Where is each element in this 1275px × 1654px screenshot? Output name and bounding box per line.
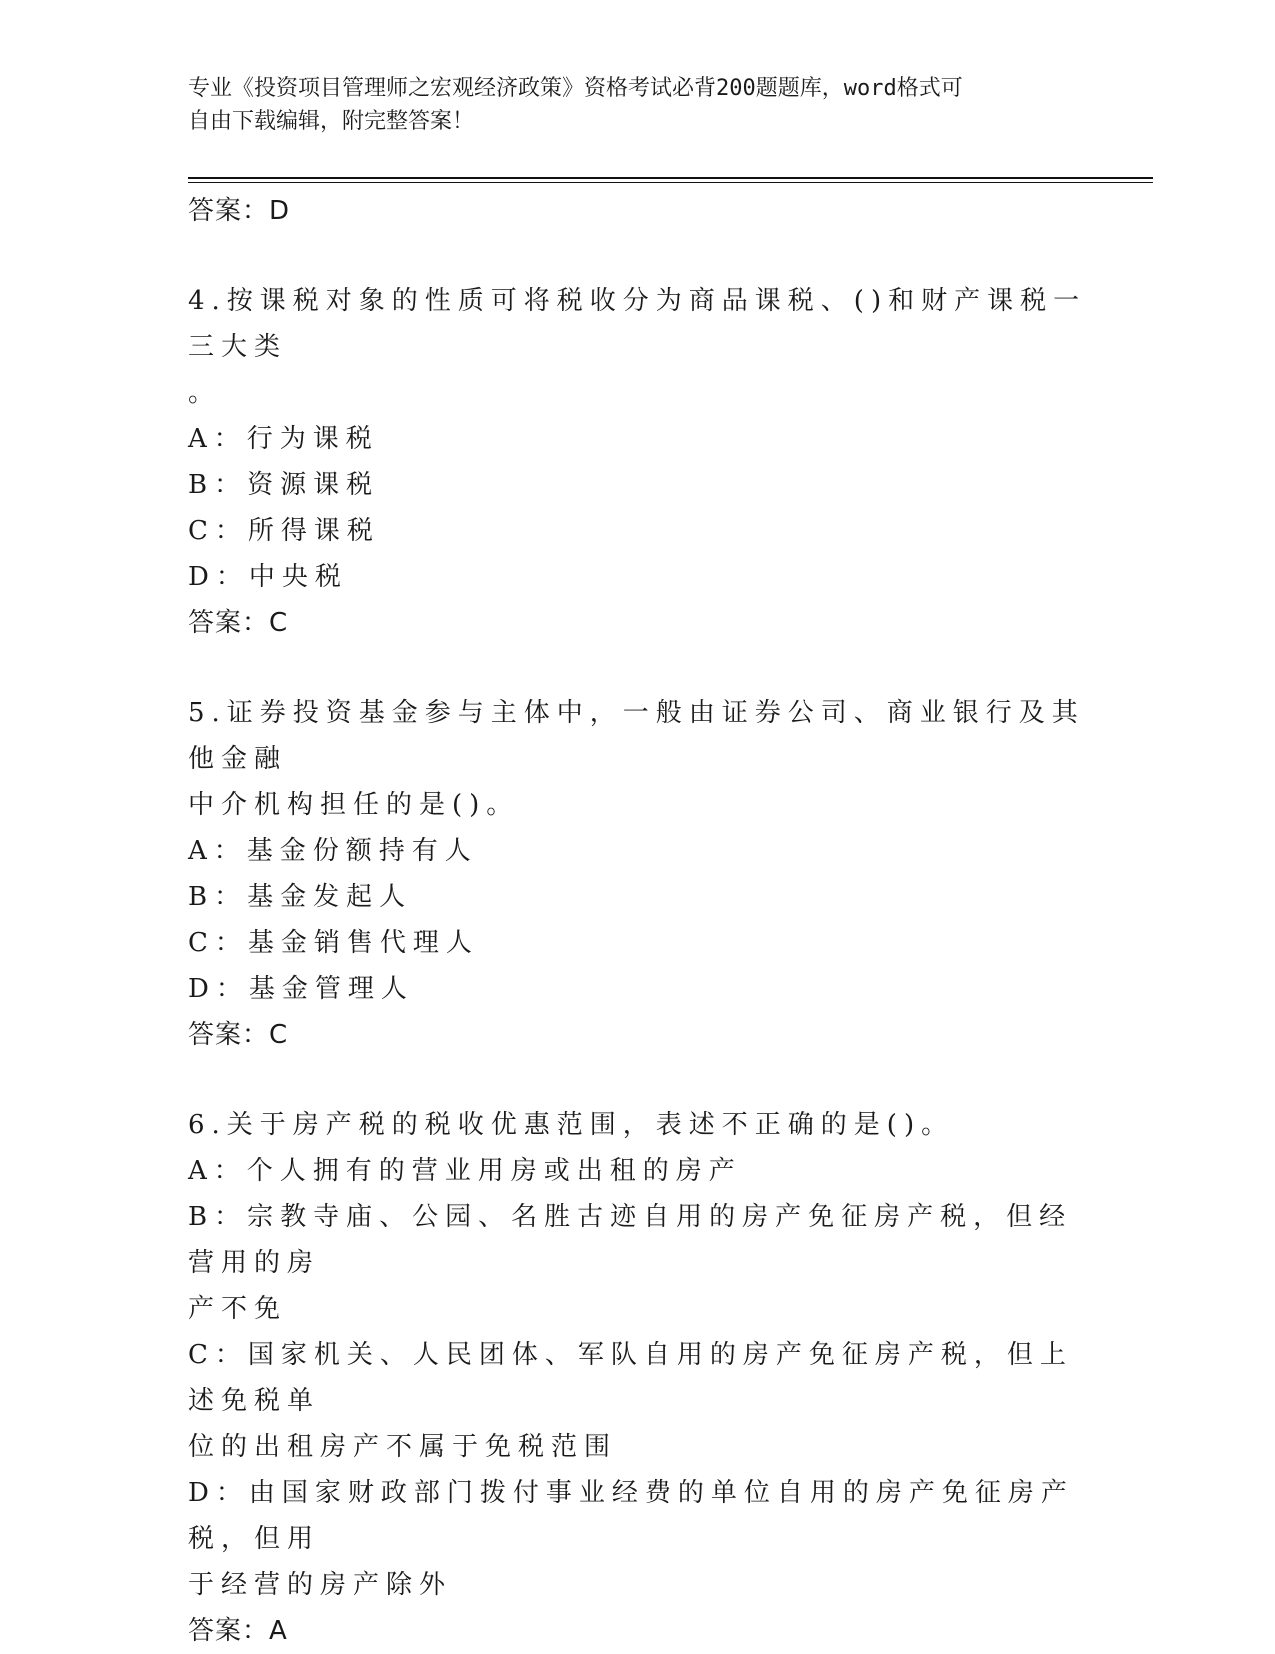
question-list <box>188 188 1088 1654</box>
header-line-2: 自由下载编辑，附完整答案！ <box>188 109 475 134</box>
question-item <box>188 1102 1088 1654</box>
spacer <box>188 646 1088 690</box>
option-a: A：个人拥有的营业用房或出租的房产 <box>188 1156 742 1186</box>
question-text: 4.按课税对象的性质可将税收分为商品课税、()和财产课税一三大类 <box>188 286 1087 362</box>
question-text-cont: 中介机构担任的是()。 <box>188 790 520 820</box>
option-d-cont: 于经营的房产除外 <box>188 1570 453 1600</box>
option-a: A：行为课税 <box>188 424 379 454</box>
question-text: 5.证券投资基金参与主体中，一般由证券公司、商业银行及其他金融 <box>188 698 1085 774</box>
option-b-cont: 产不免 <box>188 1294 288 1324</box>
previous-answer: 答案：D <box>188 196 291 226</box>
question-text: 6.关于房产税的税收优惠范围，表述不正确的是()。 <box>188 1110 955 1140</box>
option-c: C：国家机关、人民团体、军队自用的房产免征房产税，但上述免税单 <box>188 1340 1073 1416</box>
option-b: B：资源课税 <box>188 470 380 500</box>
option-d: D：基金管理人 <box>188 974 414 1004</box>
option-c: C：所得课税 <box>188 516 380 546</box>
question-item <box>188 690 1088 1058</box>
option-b: B：宗教寺庙、公园、名胜古迹自用的房产免征房产税，但经营用的房 <box>188 1202 1073 1278</box>
spacer <box>188 234 1088 278</box>
option-b: B：基金发起人 <box>188 882 413 912</box>
option-d: D：中央税 <box>188 562 348 592</box>
header-rule-thin <box>188 182 1153 183</box>
question-item <box>188 278 1088 646</box>
option-a: A：基金份额持有人 <box>188 836 478 866</box>
answer: 答案：C <box>188 608 289 638</box>
spacer <box>188 1058 1088 1102</box>
header-rule-thick <box>188 177 1153 179</box>
option-d: D：由国家财政部门拨付事业经费的单位自用的房产免征房产税，但用 <box>188 1478 1074 1554</box>
answer: 答案：A <box>188 1616 288 1646</box>
question-text-cont: 。 <box>188 378 222 408</box>
answer: 答案：C <box>188 1020 289 1050</box>
option-c: C：基金销售代理人 <box>188 928 479 958</box>
document-header <box>188 72 1068 138</box>
option-c-cont: 位的出租房产不属于免税范围 <box>188 1432 618 1462</box>
header-line-1: 专业《投资项目管理师之宏观经济政策》资格考试必背200题题库，word格式可 <box>188 76 963 101</box>
